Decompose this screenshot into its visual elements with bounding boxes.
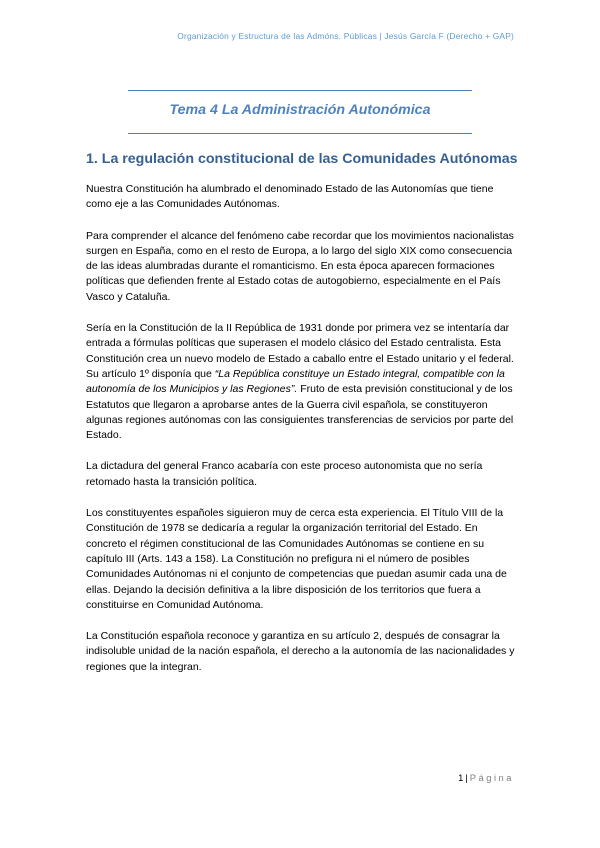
paragraph-1: Nuestra Constitución ha alumbrado el denominado Estado de las Autonomías que tiene como eje a las Comunidades Autónomas.	[86, 183, 494, 211]
running-header: Organización y Estructura de las Admóns. Públicas | Jesús García F (Derecho + GAP)	[177, 31, 514, 41]
section-heading: 1. La regulación constitucional de las Comunidades Autónomas	[86, 151, 518, 167]
title-bottom-rule	[128, 133, 472, 134]
paragraph-3-text-b: Fruto de esta previsión constitucional y de los Estatutos que llegaron a aprobarse antes de la Guerra civil española, se constituyeron algunas regiones autónomas con las consiguientes transferencias de servicios por parte del Estado.	[86, 383, 514, 442]
page-number: 1	[458, 772, 464, 783]
body-text	[86, 182, 518, 675]
page-label: Página	[469, 772, 514, 783]
footer-separator: |	[465, 772, 468, 783]
paragraph-3	[86, 321, 518, 443]
paragraph-2: Para comprender el alcance del fenómeno cabe recordar que los movimientos nacionalistas surgen en España, como en el resto de Europa, a lo largo del siglo XIX como consecuencia de las ideas alumbradas durante el romanticismo. En esta época aparecen formaciones políticas que defienden frente al Estado cotas de autogobierno, especialmente en el País Vasco y Cataluña.	[86, 229, 514, 303]
page-title: Tema 4 La Administración Autonómica	[169, 102, 431, 118]
page-footer	[458, 772, 514, 783]
title-top-rule	[128, 90, 472, 91]
paragraph-4: La dictadura del general Franco acabaría con este proceso autonomista que no sería retomado hasta la transición política.	[86, 460, 483, 488]
constitution-quote: “La República constituye un Estado integral, compatible con la autonomía de los Municipios y las Regiones”.	[86, 367, 505, 396]
paragraph-3-text-a: Sería en la Constitución de la II República de 1931 donde por primera vez se intentaría dar entrada a fórmulas políticas que superasen el modelo clásico del Estado centralista. Esta Constitución crea un nuevo modelo de Estado a caballo entre el Estado unitario y el federal. Su artículo 1º disponía que	[86, 322, 514, 380]
paragraph-5: Los constituyentes españoles siguieron muy de cerca esta experiencia. El Título VIII de la Constitución de 1978 se dedicaría a regular la organización territorial del Estado. En concreto el régimen constitucional de las Comunidades Autónomas se contiene en su capítulo III (Arts. 143 a 158). La Constitución no prefigura ni el número de posibles Comunidades Autónomas ni el conjunto de competencias que puedan asumir cada una de ellas. Dejando la decisión definitiva a la libre disposición de los territorios que fuera a constituirse en Comunidad Autónoma.	[86, 507, 507, 611]
paragraph-6: La Constitución española reconoce y garantiza en su artículo 2, después de consagrar la indisoluble unidad de la nación española, el derecho a la autonomía de las nacionalidades y regiones que la integran.	[86, 630, 515, 673]
